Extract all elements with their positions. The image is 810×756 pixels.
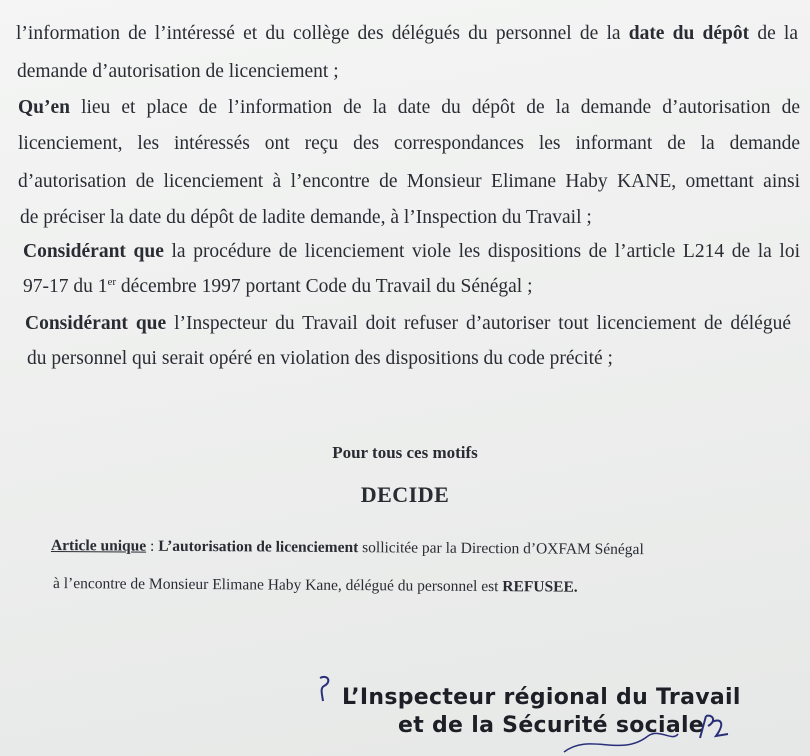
- text-run: décembre 1997 portant Code du Travail du Sénégal ;: [116, 276, 533, 297]
- text-run: 97-17 du 1: [23, 276, 108, 297]
- text-run: :: [146, 537, 159, 555]
- paragraph-3-line-2: [23, 275, 533, 299]
- article-label: Article unique: [50, 537, 147, 555]
- article-line-2: [53, 572, 578, 600]
- bold-considerant-que: Considérant que: [25, 313, 167, 334]
- signatory-title-line-2: et de la Sécurité sociale: [398, 713, 705, 738]
- paragraph-2-line-1: [18, 96, 800, 120]
- motifs-heading: Pour tous ces motifs: [332, 443, 478, 462]
- text-run: l’Inspecteur du Travail doit refuser d’autoriser tout licenciement de délégué: [166, 313, 791, 334]
- bold-date-du-depot: date du dépôt: [628, 23, 750, 44]
- text-run: de la: [749, 23, 799, 44]
- paragraph-2-line-4: de préciser la date du dépôt de ladite demande, à l’Inspection du Travail ;: [20, 207, 592, 228]
- decide-heading: DECIDE: [360, 482, 450, 507]
- paragraph-4-line-1: [25, 312, 791, 336]
- article-line-1: [51, 534, 644, 562]
- paragraph-2-line-2: licenciement, les intéressés ont reçu des correspondances les informant de la demande: [18, 133, 800, 154]
- superscript-er: er: [107, 276, 117, 288]
- text-run: sollicitée par la Direction d’OXFAM Sénégal: [358, 539, 644, 559]
- text-run: lieu et place de l’information de la date du dépôt de la demande d’autorisation de: [70, 97, 800, 118]
- paragraph-2-line-3: d’autorisation de licenciement à l’encontre de Monsieur Elimane Haby KANE, omettant ainsi: [18, 171, 800, 192]
- handwritten-mark-icon: [314, 674, 336, 704]
- bold-qu-en: Qu’en: [18, 97, 71, 118]
- paragraph-1-line-1: [16, 22, 798, 46]
- paragraph-3-line-1: [23, 240, 800, 264]
- paragraph-1-line-2: demande d’autorisation de licenciement ;: [17, 61, 339, 82]
- handwritten-initials-icon: [696, 710, 730, 744]
- signatory-title-line-1: L’Inspecteur régional du Travail: [342, 685, 741, 710]
- signature-stroke-icon: [560, 722, 680, 756]
- text-run: à l’encontre de Monsieur Elimane Haby Kane, délégué du personnel est: [52, 575, 503, 596]
- bold-considerant-que: Considérant que: [23, 241, 164, 262]
- bold-refusee: REFUSEE.: [502, 578, 578, 596]
- paragraph-4-line-2: du personnel qui serait opéré en violation des dispositions du code précité ;: [27, 348, 613, 369]
- bold-autorisation: L’autorisation de licenciement: [158, 537, 359, 557]
- text-run: l’information de l’intéressé et du collège des délégués du personnel de la: [16, 23, 629, 44]
- text-run: la procédure de licenciement viole les dispositions de l’article L214 de la loi: [163, 241, 800, 262]
